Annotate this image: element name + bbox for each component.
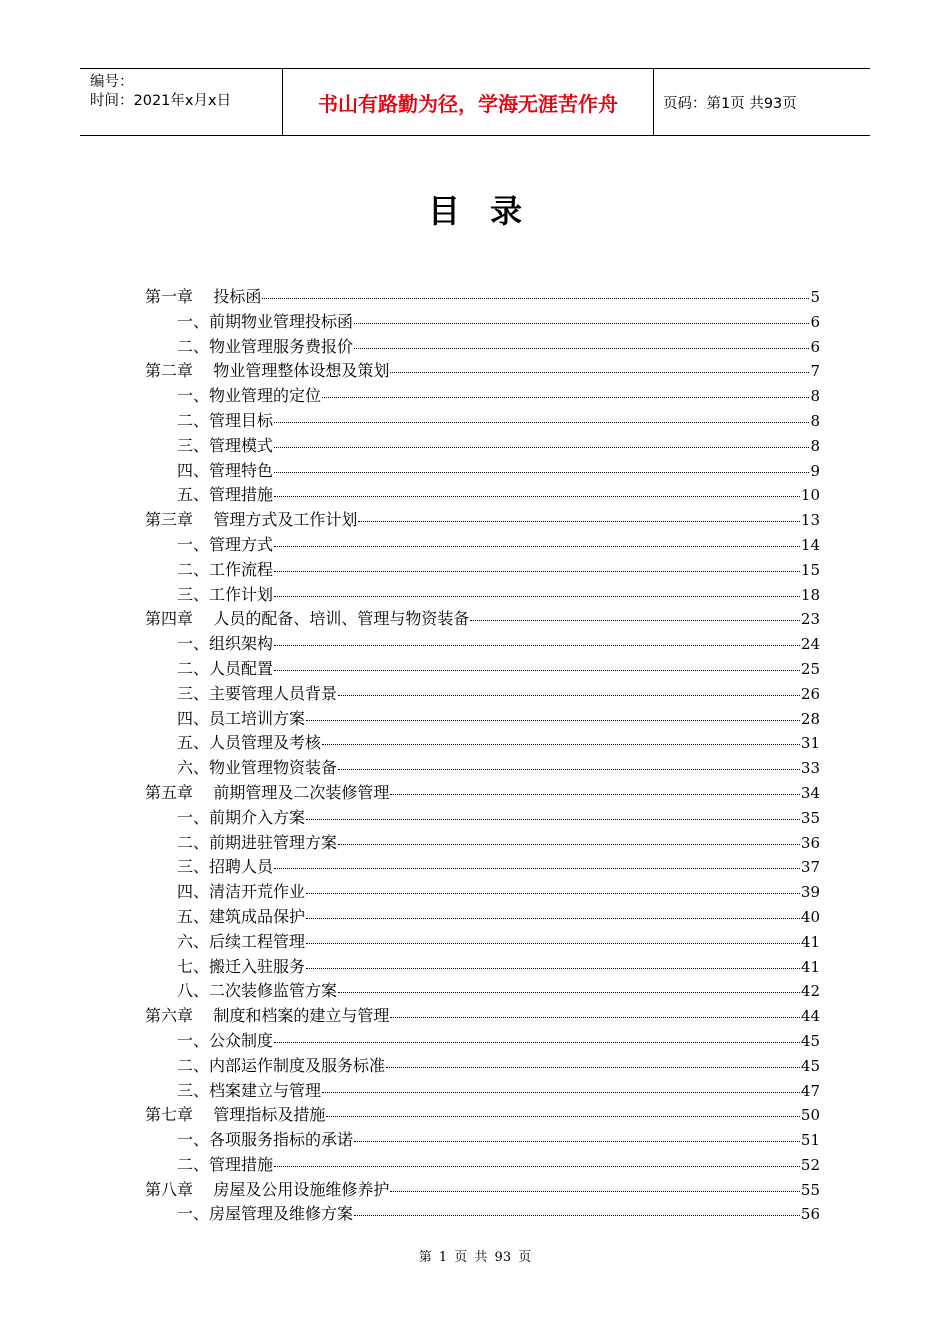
- toc-entry-label: 六、后续工程管理: [177, 931, 306, 951]
- toc-section-entry[interactable]: [145, 532, 820, 557]
- toc-entry-label: 一、物业管理的定位: [177, 386, 322, 406]
- toc-entry-page-number: 45: [800, 1056, 820, 1075]
- toc-entry-page-number: 41: [800, 957, 820, 976]
- toc-section-entry[interactable]: [145, 309, 820, 334]
- header-slogan: 书山有路勤为径，学海无涯苦作舟: [282, 69, 654, 136]
- toc-dot-leader: [326, 1116, 800, 1117]
- toc-entry-label: 五、人员管理及考核: [177, 733, 322, 753]
- toc-entry-page-number: 37: [800, 858, 820, 877]
- toc-section-entry[interactable]: [145, 1053, 820, 1078]
- toc-entry-label: 第一章 投标函: [145, 287, 262, 306]
- toc-entry-label: 二、前期进驻管理方案: [177, 832, 338, 852]
- toc-dot-leader: [306, 893, 800, 894]
- toc-entry-page-number: 56: [800, 1205, 820, 1224]
- toc-entry-label: 八、二次装修监管方案: [177, 981, 338, 1001]
- toc-dot-leader: [386, 1067, 800, 1068]
- toc-chapter-entry[interactable]: [145, 358, 820, 383]
- toc-entry-page-number: 45: [800, 1031, 820, 1050]
- toc-dot-leader: [274, 670, 800, 671]
- toc-dot-leader: [338, 844, 800, 845]
- toc-dot-leader: [322, 1092, 800, 1093]
- toc-entry-label: 三、管理模式: [177, 435, 274, 455]
- toc-section-entry[interactable]: [145, 879, 820, 904]
- toc-section-entry[interactable]: [145, 830, 820, 855]
- toc-entry-label: 第七章 管理指标及措施: [145, 1105, 326, 1125]
- toc-entry-label: 一、组织架构: [177, 634, 274, 654]
- toc-entry-page-number: 39: [800, 883, 820, 902]
- toc-dot-leader: [274, 1042, 800, 1043]
- toc-section-entry[interactable]: [145, 1028, 820, 1053]
- toc-section-entry[interactable]: [145, 582, 820, 607]
- toc-chapter-entry[interactable]: [145, 1102, 820, 1127]
- toc-dot-leader: [306, 720, 800, 721]
- toc-entry-page-number: 31: [800, 734, 820, 753]
- toc-dot-leader: [390, 372, 809, 373]
- toc-entry-page-number: 33: [800, 759, 820, 778]
- toc-section-entry[interactable]: [145, 458, 820, 483]
- toc-entry-label: 二、物业管理服务费报价: [177, 336, 354, 356]
- toc-section-entry[interactable]: [145, 681, 820, 706]
- toc-entry-label: 二、管理措施: [177, 1154, 274, 1174]
- toc-entry-label: 四、清洁开荒作业: [177, 882, 306, 902]
- toc-section-entry[interactable]: [145, 904, 820, 929]
- toc-entry-label: 三、工作计划: [177, 584, 274, 604]
- toc-section-entry[interactable]: [145, 730, 820, 755]
- toc-entry-label: 第六章 制度和档案的建立与管理: [145, 1006, 390, 1026]
- toc-dot-leader: [306, 968, 800, 969]
- toc-entry-page-number: 25: [800, 659, 820, 678]
- page-footer: 第 1 页 共 93 页: [418, 1250, 532, 1265]
- toc-dot-leader: [354, 1215, 800, 1216]
- toc-entry-label: 第四章 人员的配备、培训、管理与物资装备: [145, 609, 470, 629]
- toc-entry-page-number: 6: [810, 337, 820, 356]
- toc-entry-page-number: 55: [800, 1180, 820, 1199]
- toc-chapter-entry[interactable]: [145, 1177, 820, 1202]
- toc-entry-page-number: 36: [800, 833, 820, 852]
- toc-entry-page-number: 15: [800, 560, 820, 579]
- toc-section-entry[interactable]: [145, 482, 820, 507]
- toc-entry-label: 第二章 物业管理整体设想及策划: [145, 361, 390, 381]
- toc-entry-page-number: 50: [800, 1106, 820, 1125]
- toc-entry-page-number: 9: [810, 461, 820, 480]
- toc-section-entry[interactable]: [145, 1152, 820, 1177]
- toc-section-entry[interactable]: [145, 334, 820, 359]
- toc-entry-label: 三、招聘人员: [177, 857, 274, 877]
- toc-dot-leader: [338, 769, 800, 770]
- toc-entry-page-number: 26: [800, 684, 820, 703]
- toc-dot-leader: [306, 819, 800, 820]
- toc-entry-page-number: 8: [810, 436, 820, 455]
- toc-entry-label: 一、各项服务指标的承诺: [177, 1130, 354, 1150]
- toc-entry-label: 二、管理目标: [177, 410, 274, 430]
- toc-dot-leader: [470, 620, 800, 621]
- toc-chapter-entry[interactable]: [145, 507, 820, 532]
- toc-entry-label: 一、前期介入方案: [177, 807, 306, 827]
- toc-entry-page-number: 7: [810, 362, 820, 381]
- toc-entry-page-number: 47: [800, 1081, 820, 1100]
- toc-dot-leader: [354, 1141, 800, 1142]
- toc-section-entry[interactable]: [145, 805, 820, 830]
- toc-dot-leader: [274, 596, 800, 597]
- toc-entry-page-number: 35: [800, 808, 820, 827]
- document-time-label: 时间：2021年x月x日: [90, 93, 232, 109]
- toc-section-entry[interactable]: [145, 433, 820, 458]
- header-page-info: 页码：第1页 共93页: [663, 96, 797, 112]
- toc-dot-leader: [338, 992, 800, 993]
- toc-dot-leader: [274, 546, 800, 547]
- toc-chapter-entry[interactable]: [145, 780, 820, 805]
- toc-dot-leader: [274, 571, 800, 572]
- toc-entry-page-number: 44: [800, 1007, 820, 1026]
- toc-entry-page-number: 41: [800, 932, 820, 951]
- toc-dot-leader: [274, 868, 800, 869]
- toc-dot-leader: [390, 794, 800, 795]
- toc-entry-label: 七、搬迁入驻服务: [177, 956, 306, 976]
- toc-dot-leader: [322, 397, 809, 398]
- toc-section-entry[interactable]: [145, 557, 820, 582]
- toc-entry-page-number: 34: [800, 783, 820, 802]
- header-meta: [80, 69, 282, 136]
- toc-section-entry[interactable]: [145, 631, 820, 656]
- toc-section-entry[interactable]: [145, 408, 820, 433]
- toc-entry-label: 二、工作流程: [177, 559, 274, 579]
- toc-dot-leader: [306, 918, 800, 919]
- toc-dot-leader: [274, 422, 809, 423]
- toc-entry-label: 二、人员配置: [177, 658, 274, 678]
- toc-section-entry[interactable]: [145, 854, 820, 879]
- toc-dot-leader: [322, 744, 800, 745]
- toc-entry-page-number: 28: [800, 709, 820, 728]
- page-title: 目录: [427, 192, 552, 230]
- toc-entry-page-number: 18: [800, 585, 820, 604]
- toc-section-entry[interactable]: [145, 1201, 820, 1226]
- toc-entry-page-number: 6: [810, 312, 820, 331]
- toc-section-entry[interactable]: [145, 755, 820, 780]
- toc-section-entry[interactable]: [145, 1127, 820, 1152]
- toc-section-entry[interactable]: [145, 656, 820, 681]
- toc-entry-page-number: 8: [810, 411, 820, 430]
- toc-section-entry[interactable]: [145, 706, 820, 731]
- toc-dot-leader: [354, 348, 809, 349]
- toc-dot-leader: [274, 1166, 800, 1167]
- toc-entry-page-number: 42: [800, 982, 820, 1001]
- toc-entry-label: 一、管理方式: [177, 534, 274, 554]
- toc-entry-page-number: 10: [800, 486, 820, 505]
- toc-entry-label: 三、档案建立与管理: [177, 1080, 322, 1100]
- toc-dot-leader: [358, 521, 800, 522]
- toc-chapter-entry[interactable]: [145, 606, 820, 631]
- toc-entry-label: 一、房屋管理及维修方案: [177, 1204, 354, 1224]
- toc-dot-leader: [274, 472, 809, 473]
- toc-entry-page-number: 13: [800, 511, 820, 530]
- document-number-label: 编号：: [90, 74, 134, 90]
- toc-section-entry[interactable]: [145, 383, 820, 408]
- toc-dot-leader: [390, 1191, 800, 1192]
- toc-chapter-entry[interactable]: [145, 1003, 820, 1028]
- toc-entry-label: 第三章 管理方式及工作计划: [145, 510, 358, 530]
- toc-dot-leader: [274, 496, 800, 497]
- toc-entry-label: 五、管理措施: [177, 485, 274, 505]
- toc-entry-page-number: 5: [810, 288, 820, 306]
- toc-entry-page-number: 24: [800, 635, 820, 654]
- toc-entry-label: 第五章 前期管理及二次装修管理: [145, 782, 390, 802]
- toc-dot-leader: [306, 943, 800, 944]
- toc-entry-label: 五、建筑成品保护: [177, 906, 306, 926]
- toc-entry-page-number: 51: [800, 1131, 820, 1150]
- toc-dot-leader: [274, 645, 800, 646]
- table-of-contents: [145, 284, 820, 1226]
- toc-section-entry[interactable]: [145, 978, 820, 1003]
- toc-dot-leader: [274, 447, 809, 448]
- toc-entry-label: 一、前期物业管理投标函: [177, 311, 354, 331]
- toc-entry-label: 二、内部运作制度及服务标准: [177, 1055, 386, 1075]
- toc-entry-page-number: 23: [800, 610, 820, 629]
- toc-entry-label: 三、主要管理人员背景: [177, 683, 338, 703]
- toc-dot-leader: [390, 1017, 800, 1018]
- toc-dot-leader: [354, 323, 809, 324]
- toc-section-entry[interactable]: [145, 954, 820, 979]
- toc-dot-leader: [338, 695, 800, 696]
- page-header: [80, 68, 870, 136]
- toc-entry-label: 六、物业管理物资装备: [177, 758, 338, 778]
- toc-entry-label: 一、公众制度: [177, 1030, 274, 1050]
- toc-entry-label: 四、员工培训方案: [177, 708, 306, 728]
- toc-entry-page-number: 40: [800, 907, 820, 926]
- toc-entry-page-number: 8: [810, 387, 820, 406]
- toc-section-entry[interactable]: [145, 1078, 820, 1103]
- toc-entry-page-number: 14: [800, 535, 820, 554]
- toc-chapter-entry[interactable]: [145, 284, 820, 309]
- toc-section-entry[interactable]: [145, 929, 820, 954]
- toc-dot-leader: [262, 298, 809, 299]
- toc-entry-page-number: 52: [800, 1155, 820, 1174]
- toc-entry-label: 第八章 房屋及公用设施维修养护: [145, 1179, 390, 1199]
- toc-entry-label: 四、管理特色: [177, 460, 274, 480]
